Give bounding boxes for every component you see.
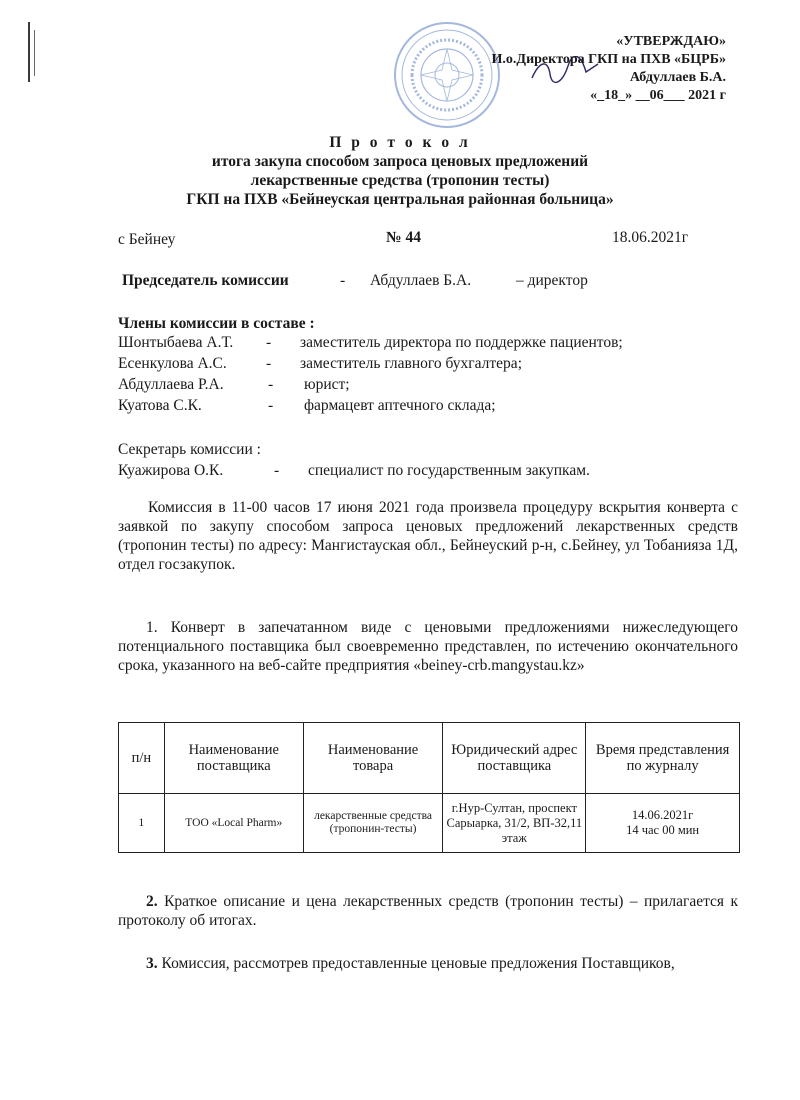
item-1-paragraph [118,618,738,675]
place: с Бейнеу [118,231,176,248]
submission-hour: 14 час 00 мин [626,823,700,837]
item-2-text: Краткое описание и цена лекарственных средств (тропонин тесты) – прилагается к протоколу об итогах. [118,893,739,929]
intro-paragraph: Комиссия в 11-00 часов 17 июня 2021 года произвела процедуру вскрытия конверта с заявкой по закупу способом запроса ценовых предложений лекарственных средств (тропонин тесты) по адресу: Мангистауская обл., Бейнеуский р-н, с.Бейнеу, ул Тобанияза 1Д, отдел госзакупок. [118,499,738,573]
title-subject: итога закупа способом запроса ценовых предложений [211,153,589,170]
product-name: лекарственные средства (тропонин-тесты) [303,794,443,853]
title-protocol: П р о т о к о л [329,134,471,151]
scan-edge-mark [34,30,35,76]
seal-stamp-icon [392,20,502,130]
column-header: Юридический адрес поставщика [443,723,586,794]
approval-name: Абдуллаев Б.А. [629,70,726,85]
column-header: Наименование товара [303,723,443,794]
member-role: юрист; [304,376,350,393]
member-name: Абдуллаева Р.А. [118,376,224,393]
document-title [0,133,800,209]
member-dash: - [266,334,272,351]
chairman-role: – директор [516,272,588,289]
column-header: Наименование поставщика [164,723,303,794]
secretary-role: специалист по государственным закупкам. [308,462,590,479]
approval-position: И.о.Директора ГКП на ПХВ «БЦРБ» [491,52,726,67]
secretary-heading: Секретарь комиссии : [118,441,261,458]
column-header: п/н [119,723,165,794]
chairman-label: Председатель комиссии [122,272,289,289]
item-2-number: 2. [146,893,158,910]
approval-block [492,33,726,105]
supplier-address: г.Нур-Султан, проспект Сарыарка, 31/2, ВП-32,11 этаж [443,794,586,853]
member-name: Шонтыбаева А.Т. [118,334,234,351]
scan-edge-mark [28,22,30,82]
member-dash: - [268,376,274,393]
member-name: Куатова С.К. [118,397,202,414]
row-number: 1 [119,794,165,853]
secretary-name: Куажирова О.К. [118,462,224,479]
item-1-number: 1. [146,619,158,636]
item-3-text: Комиссия, рассмотрев предоставленные ценовые предложения Поставщиков, [161,955,675,972]
chairman-name: Абдуллаев Б.А. [370,272,472,289]
table-row [119,794,740,853]
secretary-dash: - [274,462,280,479]
item-3-paragraph [118,954,738,973]
title-goods: лекарственные средства (тропонин тесты) [250,172,550,189]
approval-date: «_18_» __06___ 2021 г [590,88,726,103]
item-3-number: 3. [146,955,158,972]
item-1-text: Конверт в запечатанном виде с ценовыми предложениями нижеследующего потенциального поставщика был своевременно представлен, по истечению окончательного срока, указанного на веб-сайте предприятия «beiney-crb.mangystau.kz» [118,619,739,674]
submission-date: 14.06.2021г [631,808,694,822]
table-header-row [119,723,740,794]
column-header: Время представления по журналу [586,723,740,794]
member-role: заместитель главного бухгалтера; [300,355,522,372]
submission-time [586,794,740,853]
chairman-dash: - [340,272,346,289]
supplier-name: ТОО «Local Pharm» [164,794,303,853]
member-role: фармацевт аптечного склада; [304,397,496,414]
member-name: Есенкулова А.С. [118,355,227,372]
title-organization: ГКП на ПХВ «Бейнеуская центральная районная больница» [186,191,614,208]
approval-heading: «УТВЕРЖДАЮ» [616,34,726,49]
item-2-paragraph [118,892,738,930]
member-dash: - [268,397,274,414]
member-role: заместитель директора по поддержке пациентов; [300,334,623,351]
protocol-number: № 44 [386,229,421,246]
members-heading: Члены комиссии в составе : [118,315,315,332]
protocol-date: 18.06.2021г [612,229,689,246]
suppliers-table [118,722,740,853]
member-dash: - [266,355,272,372]
